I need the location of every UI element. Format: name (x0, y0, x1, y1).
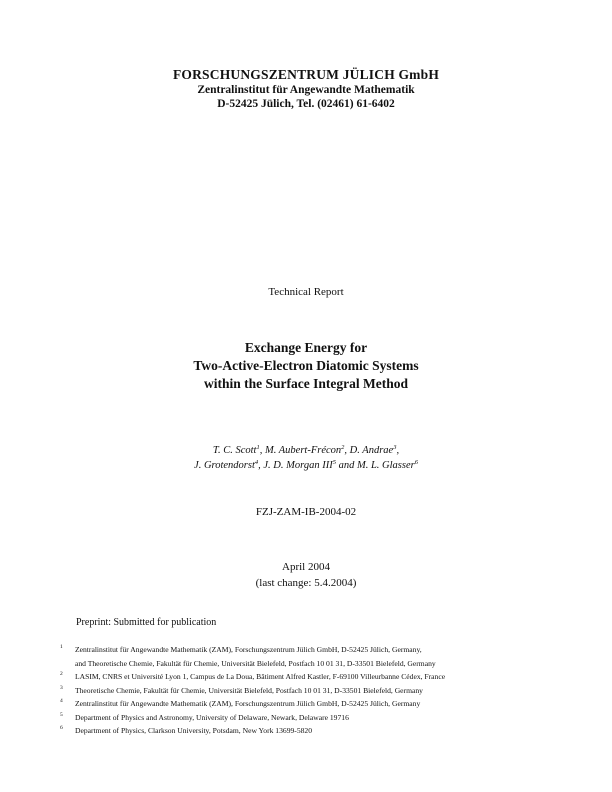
footnote-number: 4 (60, 698, 63, 704)
footnote-2 (60, 670, 560, 684)
footnote-text: LASIM, CNRS et Université Lyon 1, Campus de La Doua, Bâtiment Alfred Kastler, F-69100 Villeurbanne Cédex, France (75, 672, 446, 681)
author-name: M. L. Glasser (356, 460, 415, 471)
footnote-3 (60, 684, 560, 698)
footnote-number: 6 (60, 725, 63, 731)
affiliation-footnotes (60, 643, 560, 738)
footnote-text: Zentralinstitut für Angewandte Mathematik (ZAM), Forschungszentrum Jülich GmbH, D-52425 Jülich, Germany, (75, 645, 422, 654)
footnote-text: Department of Physics, Clarkson University, Potsdam, New York 13699-5820 (75, 726, 313, 735)
footnote-6 (60, 724, 560, 738)
report-type: Technical Report (268, 286, 344, 298)
author-separator: , (258, 460, 264, 471)
preprint-note: Preprint: Submitted for publication (76, 617, 217, 628)
author-separator: , (344, 445, 350, 456)
institution-name: FORSCHUNGSZENTRUM JÜLICH GmbH (172, 67, 440, 82)
title-line-3: within the Surface Integral Method (204, 376, 408, 391)
author-separator: , (396, 445, 400, 456)
footnote-number: 1 (60, 644, 63, 650)
footnote-text: Theoretische Chemie, Fakultät für Chemie, Universität Bielefeld, Postfach 10 01 31, D-33501 Bielefeld, Germany (75, 685, 423, 695)
author-affiliation-mark: 1 (256, 444, 260, 451)
author-affiliation-mark: 4 (254, 459, 259, 466)
author-affiliation-mark: 6 (414, 459, 418, 466)
author-affiliation-mark: 2 (341, 444, 345, 451)
author-name: T. C. Scott (212, 445, 257, 456)
author-separator: and (335, 460, 357, 471)
footnote-number: 2 (60, 671, 63, 677)
footnote-number: 3 (60, 684, 63, 691)
author-affiliation-mark: 3 (393, 444, 397, 451)
author-name: M. Aubert-Frécon (264, 445, 342, 456)
authors-line-2 (0, 460, 612, 471)
footnote-text: Department of Physics and Astronomy, University of Delaware, Newark, Delaware 19716 (75, 712, 349, 722)
author-affiliation-mark: 5 (332, 459, 336, 466)
footnote-number: 5 (60, 711, 63, 718)
institution-address: D-52425 Jülich, Tel. (02461) 61-6402 (217, 98, 395, 110)
footnote-4 (60, 697, 560, 711)
footnote-5 (60, 711, 560, 725)
title-line-1: Exchange Energy for (244, 340, 368, 355)
footnote-text: and Theoretische Chemie, Fakultät für Chemie, Universität Bielefeld, Postfach 10 01 31, D-33501 Bielefeld, Germany (75, 658, 436, 668)
footnote-text: Zentralinstitut für Angewandte Mathematik (ZAM), Forschungszentrum Jülich GmbH, D-52425 Jülich, Germany (75, 699, 421, 708)
footnote-1 (60, 643, 560, 670)
author-name: D. Andrae (349, 445, 394, 456)
last-change-date: (last change: 5.4.2004) (255, 577, 357, 589)
author-name: J. Grotendorst (194, 460, 255, 471)
authors-line-1 (0, 445, 612, 456)
author-separator: , (259, 445, 265, 456)
author-name: J. D. Morgan III (263, 460, 333, 471)
institution-department: Zentralinstitut für Angewandte Mathematik (197, 84, 415, 96)
report-id: FZJ-ZAM-IB-2004-02 (255, 506, 357, 518)
report-date: April 2004 (282, 561, 330, 573)
title-line-2: Two-Active-Electron Diatomic Systems (193, 358, 419, 373)
